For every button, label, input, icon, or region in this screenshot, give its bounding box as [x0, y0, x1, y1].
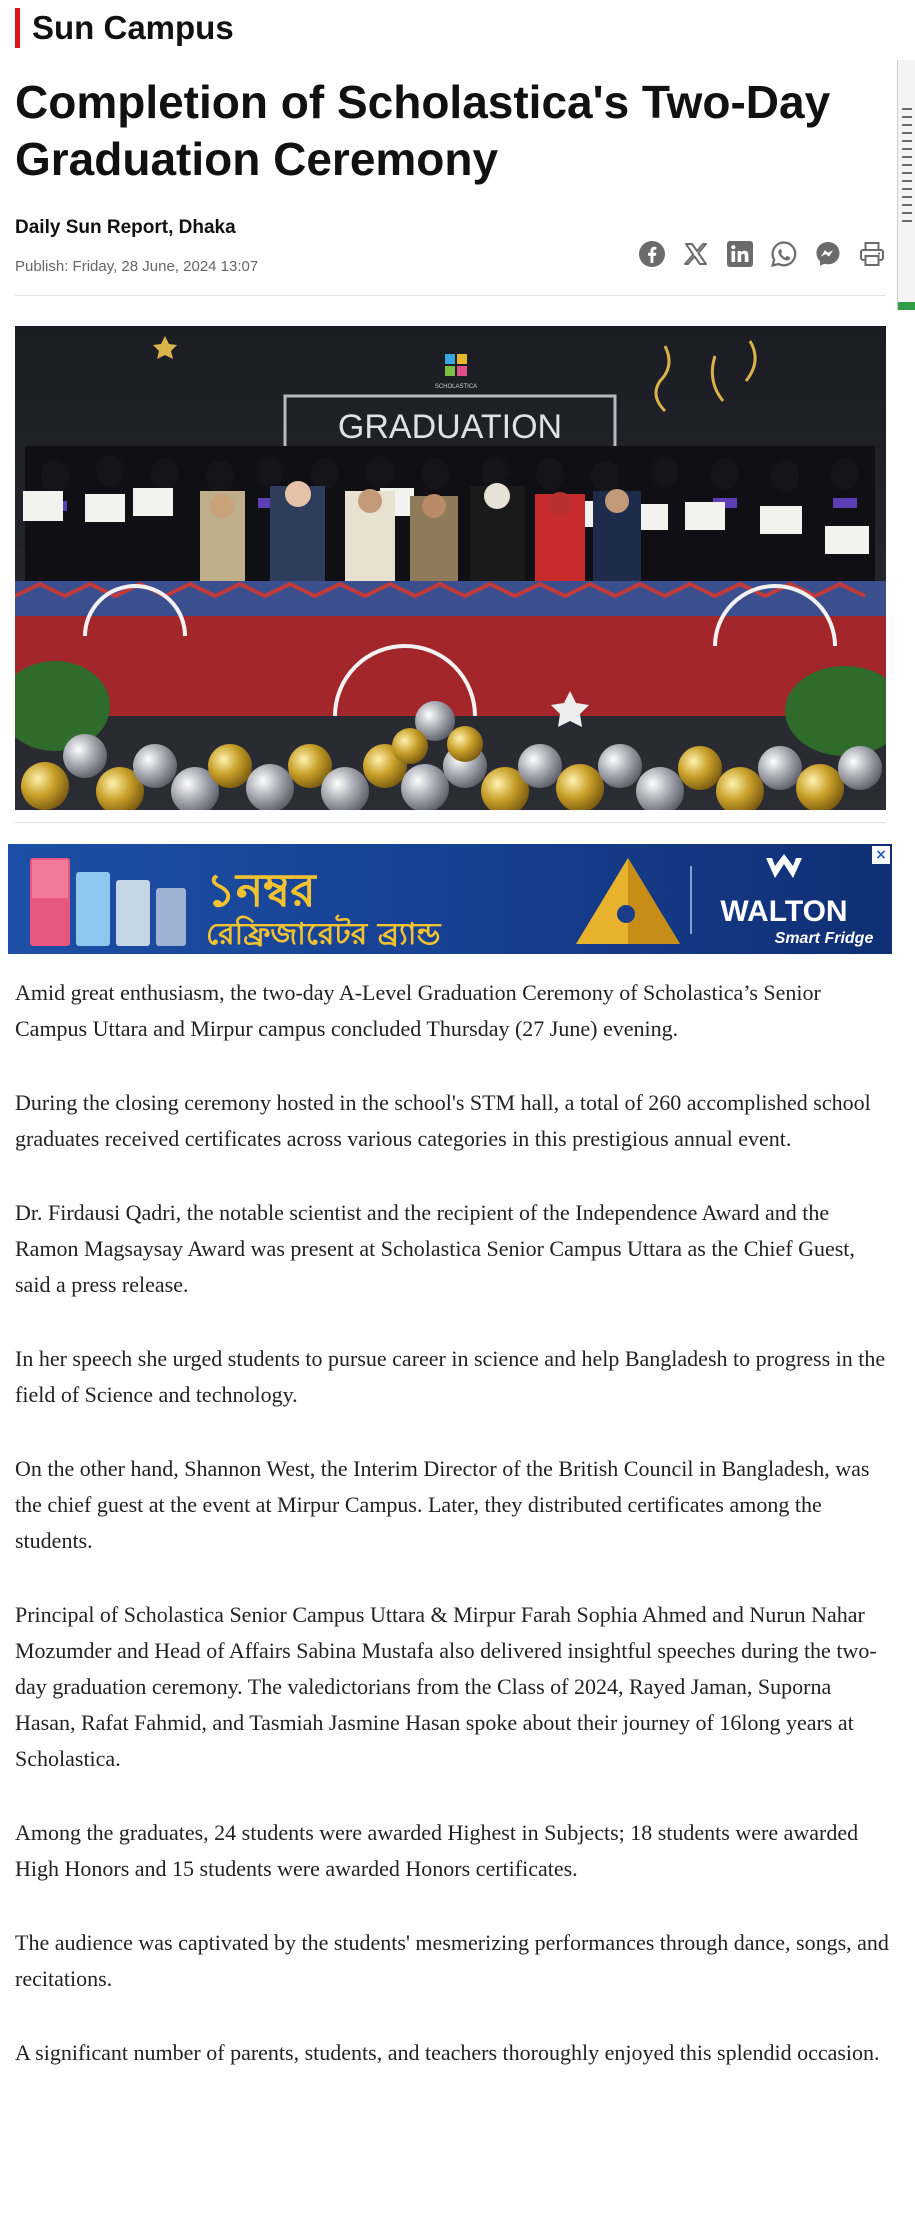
photo-divider — [15, 822, 886, 823]
publish-date: Publish: Friday, 28 June, 2024 13:07 — [15, 258, 259, 275]
header-divider — [15, 295, 886, 296]
print-icon — [858, 240, 886, 268]
linkedin-icon — [726, 240, 754, 268]
article-photo — [15, 326, 886, 810]
article-paragraph: In her speech she urged students to pursue career in science and help Bangladesh to progress in the field of Science and technology. — [15, 1346, 886, 1407]
adjacent-ad-edge[interactable] — [897, 60, 915, 310]
backdrop-line-1: GRADUATION — [337, 408, 563, 446]
ad-headline-line-2: রেফ্রিজারেটর ব্র্যান্ড — [206, 917, 441, 952]
share-whatsapp-button[interactable] — [768, 239, 799, 270]
walton-ad-graphic — [8, 844, 892, 954]
article-paragraph: Dr. Firdausi Qadri, the notable scientist and the recipient of the Independence Award and the Ramon Magsaysay Award was present at Scholastica Senior Campus Uttara as the Chief Guest, said a press release. — [15, 1200, 855, 1297]
article-headline: Completion of Scholastica's Two-Day Graduation Ceremony — [15, 76, 831, 185]
print-button[interactable] — [856, 239, 887, 270]
messenger-icon — [814, 240, 842, 268]
share-linkedin-button[interactable] — [724, 239, 755, 270]
school-logo-text: SCHOLASTICA — [434, 384, 478, 390]
ad-close-button[interactable]: × — [872, 846, 890, 864]
share-x-button[interactable] — [680, 239, 711, 270]
whatsapp-icon — [770, 240, 798, 268]
section-label[interactable]: Sun Campus — [15, 8, 234, 48]
article-paragraph: During the closing ceremony hosted in the school's STM hall, a total of 260 accomplished school graduates received certificates across various categories in this prestigious annual event. — [15, 1090, 871, 1151]
article-byline: Daily Sun Report, Dhaka — [15, 217, 236, 238]
article-paragraph: Amid great enthusiasm, the two-day A-Level Graduation Ceremony of Scholastica’s Senior Campus Uttara and Mirpur campus concluded Thursday (27 June) evening. — [15, 980, 821, 1041]
x-icon — [682, 240, 710, 268]
share-bar — [636, 238, 887, 270]
ad-brand: WALTON — [720, 895, 848, 928]
article-paragraph: Among the graduates, 24 students were awarded Highest in Subjects; 18 students were awarded High Honors and 15 students were awarded Honors certificates. — [15, 1820, 859, 1881]
share-messenger-button[interactable] — [812, 239, 843, 270]
article-body — [15, 975, 890, 2109]
advertisement-banner[interactable] — [8, 844, 892, 954]
graduation-photo-illustration — [15, 326, 886, 810]
article-paragraph: A significant number of parents, students, and teachers thoroughly enjoyed this splendid occasion. — [15, 2040, 880, 2065]
article-paragraph: On the other hand, Shannon West, the Interim Director of the British Council in Bangladesh, was the chief guest at the event at Mirpur Campus. Later, they distributed certificates among the students. — [15, 1456, 870, 1553]
share-facebook-button[interactable] — [636, 239, 667, 270]
ad-headline-line-1: ১নম্বর — [206, 863, 316, 917]
article-paragraph: The audience was captivated by the students' mesmerizing performances through dance, songs, and recitations. — [15, 1930, 889, 1991]
article-paragraph: Principal of Scholastica Senior Campus Uttara & Mirpur Farah Sophia Ahmed and Nurun Nahar Mozumder and Head of Affairs Sabina Mustafa also delivered insightful speeches during the two-day graduation ceremony. The valedictorians from the Class of 2024, Rayed Jaman, Suporna Hasan, Rafat Fahmid, and Tasmiah Jasmine Hasan spoke about their journey of 16long years at Scholastica. — [15, 1602, 877, 1771]
facebook-icon — [638, 240, 666, 268]
ad-tagline: Smart Fridge — [774, 930, 874, 947]
